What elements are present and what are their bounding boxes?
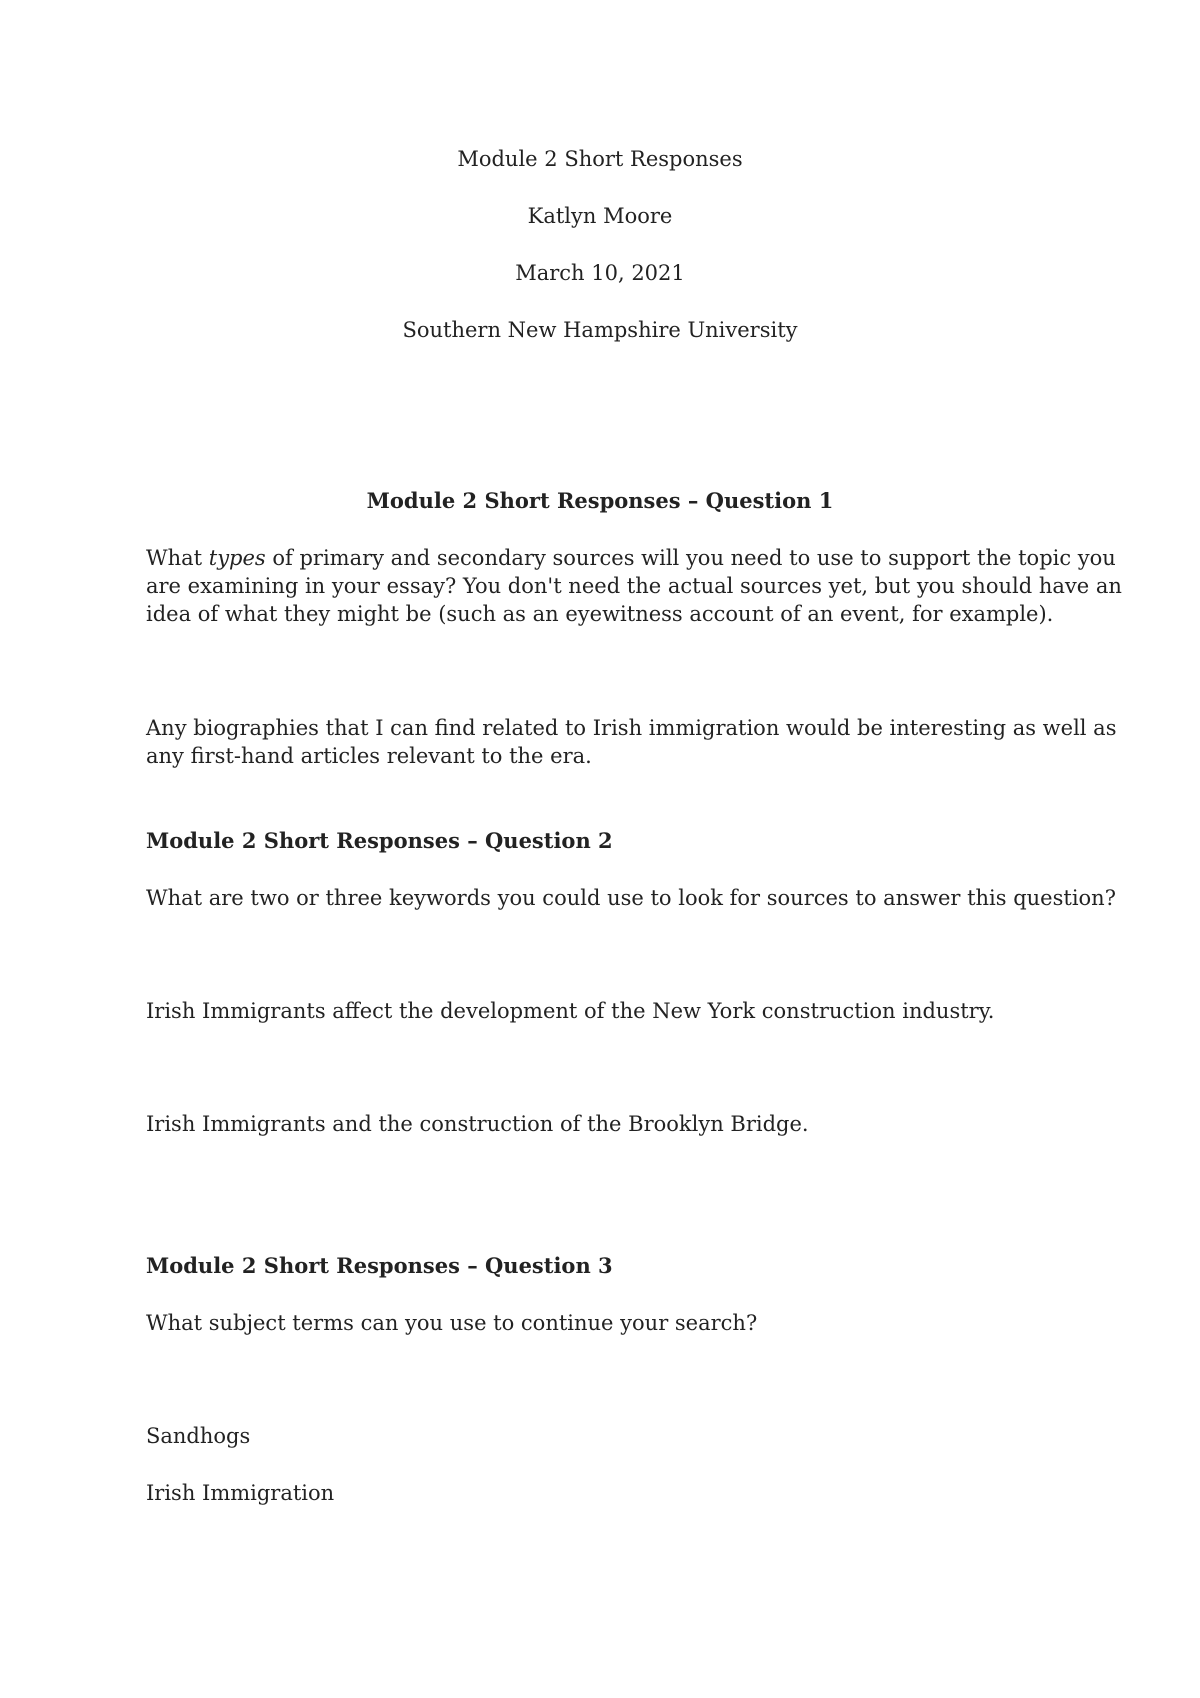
question3-prompt: What subject terms can you use to continue your search?: [146, 1311, 758, 1335]
question2-answer-2: Irish Immigrants and the construction of the Brooklyn Bridge.: [146, 1112, 809, 1136]
question2-answer-1: Irish Immigrants affect the development of the New York construction industry.: [146, 999, 995, 1023]
question3-answer-2: Irish Immigration: [146, 1481, 335, 1505]
document-date: March 10, 2021: [515, 261, 685, 285]
question1-prompt-line3: idea of what they might be (such as an eyewitness account of an event, for example).: [146, 602, 1054, 626]
question2-heading: Module 2 Short Responses – Question 2: [146, 828, 613, 853]
question1-prompt: [146, 544, 1122, 628]
question1-prompt-line2: are examining in your essay? You don't need the actual sources yet, but you should have an: [146, 574, 1122, 598]
question1-prompt-line1: [146, 544, 1116, 572]
question1-answer-line2: any first-hand articles relevant to the era.: [146, 744, 592, 768]
question1-answer-line1: Any biographies that I can find related to Irish immigration would be interesting as well as: [146, 716, 1117, 740]
question1-heading: Module 2 Short Responses – Question 1: [366, 488, 834, 513]
question1-answer: [146, 714, 1117, 770]
question3-answer-1: Sandhogs: [146, 1424, 251, 1448]
question1-prompt-text-start: What: [146, 546, 209, 570]
question3-heading: Module 2 Short Responses – Question 3: [146, 1253, 613, 1278]
institution-name: Southern New Hampshire University: [402, 318, 798, 342]
document-title: Module 2 Short Responses: [457, 147, 743, 171]
question2-prompt: What are two or three keywords you could use to look for sources to answer this question?: [146, 886, 1116, 910]
question1-prompt-emphasis: types: [208, 546, 266, 570]
question1-prompt-text-end: of primary and secondary sources will you need to use to support the topic you: [265, 546, 1116, 570]
author-name: Katlyn Moore: [527, 204, 673, 228]
